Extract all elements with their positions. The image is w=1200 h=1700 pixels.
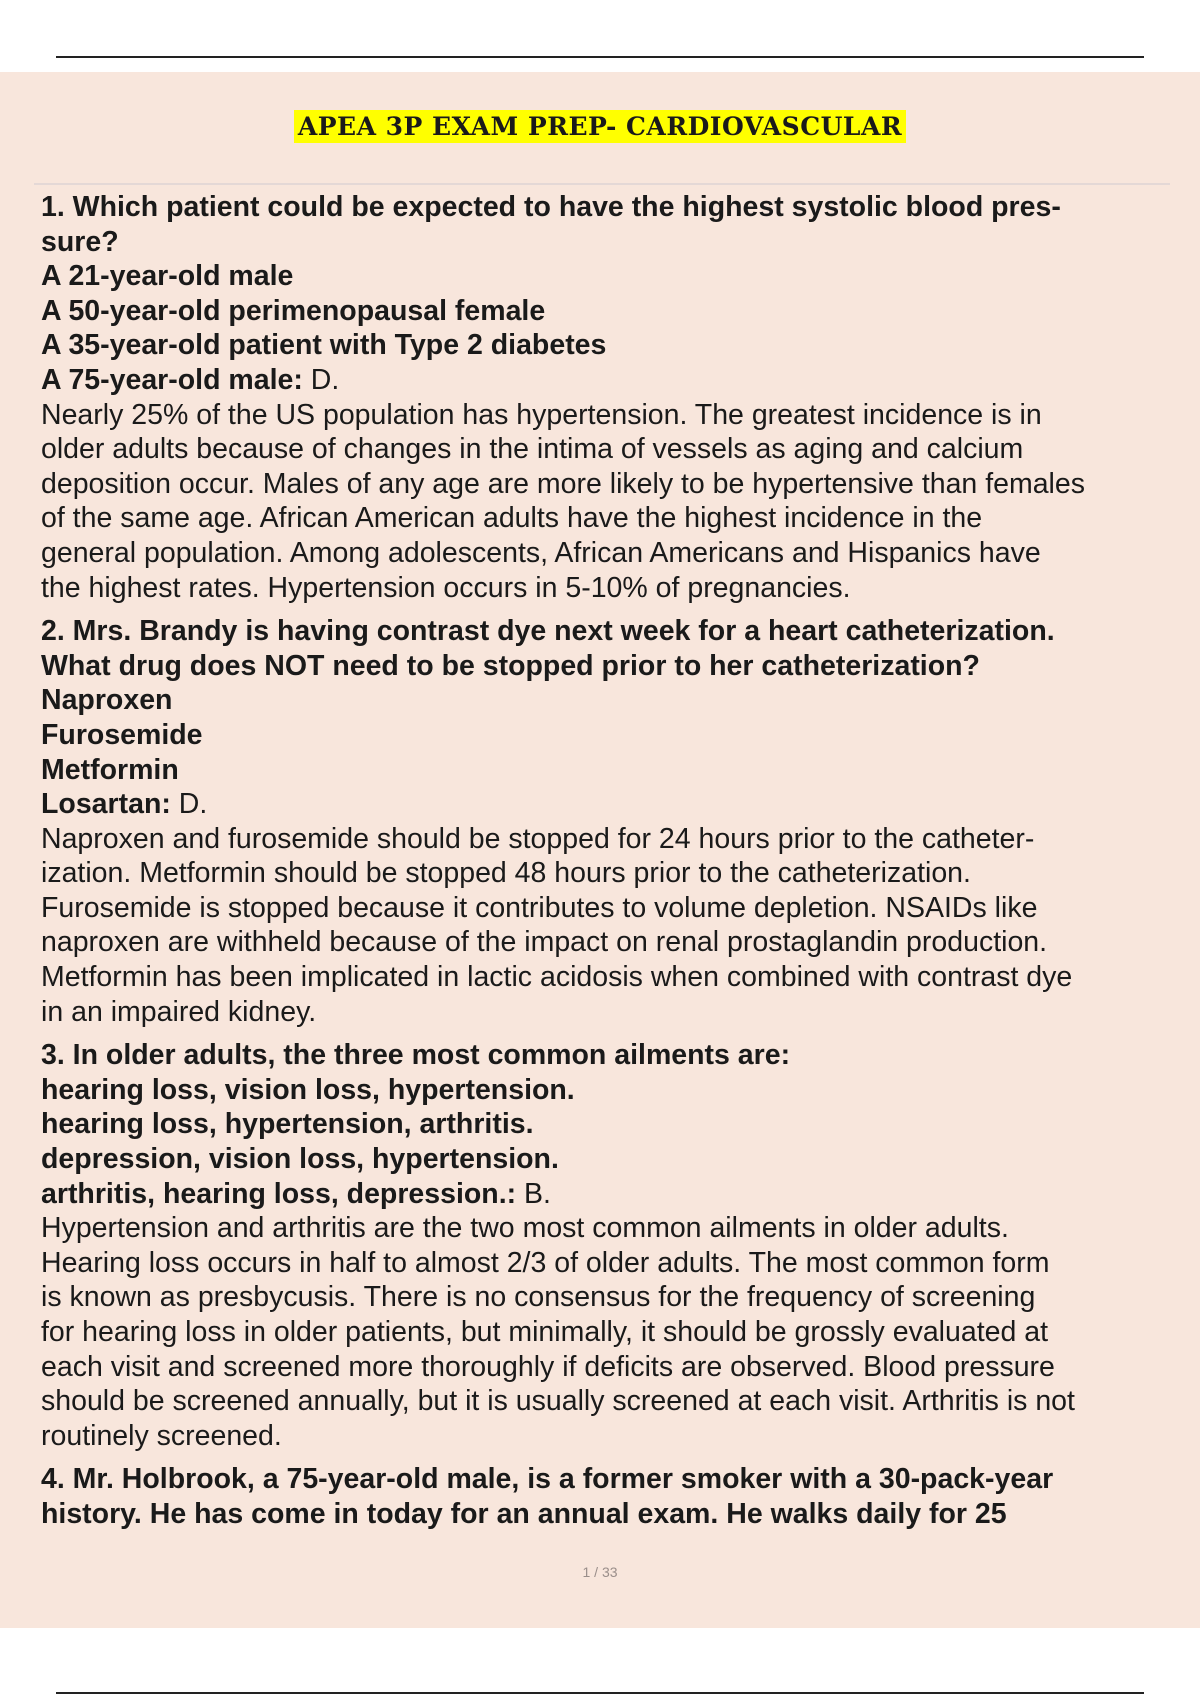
explanation-line: routinely screened.	[41, 1419, 282, 1452]
answer-line	[41, 1177, 1161, 1212]
explanation-line: of the same age. African American adults have the highest incidence in the	[41, 502, 983, 535]
correct-answer: D.	[302, 363, 340, 396]
answer-line	[41, 787, 1161, 822]
explanation-line: older adults because of changes in the intima of vessels as aging and calcium	[41, 433, 1024, 466]
explanation-line: Metformin has been implicated in lactic acidosis when combined with contrast dye	[41, 961, 1073, 994]
question-block-1	[41, 190, 1161, 605]
document-content	[41, 190, 1161, 1541]
explanation-line: Naproxen and furosemide should be stopped for 24 hours prior to the catheter-	[41, 822, 1035, 855]
question-text: sure?	[41, 225, 119, 258]
answer-option: arthritis, hearing loss, depression.:	[41, 1177, 517, 1210]
explanation-line: general population. Among adolescents, African Americans and Hispanics have	[41, 536, 1041, 569]
answer-option: hearing loss, hypertension, arthritis.	[41, 1108, 534, 1141]
answer-option: hearing loss, vision loss, hypertension.	[41, 1073, 575, 1106]
question-text: 3. In older adults, the three most common ailments are:	[41, 1039, 791, 1072]
correct-answer: B.	[516, 1177, 551, 1210]
question-block-4	[41, 1462, 1161, 1531]
title-divider	[34, 183, 1170, 185]
answer-option: Furosemide	[41, 718, 203, 751]
correct-answer: D.	[170, 788, 208, 821]
explanation-line: each visit and screened more thoroughly if deficits are observed. Blood pressure	[41, 1350, 1055, 1383]
explanation-line: deposition occur. Males of any age are more likely to be hypertensive than females	[41, 467, 1085, 500]
explanation-line: in an impaired kidney.	[41, 995, 317, 1028]
explanation-line: Nearly 25% of the US population has hypertension. The greatest incidence is in	[41, 398, 1042, 431]
answer-option: Losartan:	[41, 788, 171, 821]
answer-option: A 35-year-old patient with Type 2 diabetes	[41, 329, 607, 362]
explanation-line: ization. Metformin should be stopped 48 hours prior to the catheterization.	[41, 857, 971, 890]
question-text: What drug does NOT need to be stopped prior to her catheterization?	[41, 649, 980, 682]
answer-option: Naproxen	[41, 684, 173, 717]
question-text: history. He has come in today for an annual exam. He walks daily for 25	[41, 1497, 1007, 1530]
answer-option: A 50-year-old perimenopausal female	[41, 294, 546, 327]
title-wrap	[0, 110, 1200, 143]
bottom-rule	[56, 1692, 1144, 1694]
explanation-line: Furosemide is stopped because it contributes to volume depletion. NSAIDs like	[41, 891, 1038, 924]
page-number: 1 / 33	[582, 1564, 618, 1580]
explanation-line: is known as presbycusis. There is no consensus for the frequency of screening	[41, 1281, 1036, 1314]
question-text: 4. Mr. Holbrook, a 75-year-old male, is a former smoker with a 30-pack-year	[41, 1463, 1054, 1496]
question-block-2	[41, 614, 1161, 1029]
explanation-line: Hearing loss occurs in half to almost 2/3 of older adults. The most common form	[41, 1246, 1050, 1279]
top-rule	[56, 56, 1144, 58]
document-title: APEA 3P EXAM PREP- CARDIOVASCULAR	[294, 110, 906, 143]
question-block-3	[41, 1038, 1161, 1453]
answer-option: depression, vision loss, hypertension.	[41, 1143, 559, 1176]
explanation-line: should be screened annually, but it is usually screened at each visit. Arthritis is not	[41, 1385, 1075, 1418]
answer-option: A 21-year-old male	[41, 260, 294, 293]
question-text: 2. Mrs. Brandy is having contrast dye next week for a heart catheterization.	[41, 615, 1055, 648]
answer-option: Metformin	[41, 753, 179, 786]
answer-line	[41, 363, 1161, 398]
document-page	[0, 72, 1200, 1628]
explanation-line: Hypertension and arthritis are the two most common ailments in older adults.	[41, 1212, 1009, 1245]
answer-option: A 75-year-old male:	[41, 363, 303, 396]
explanation-line: the highest rates. Hypertension occurs in 5-10% of pregnancies.	[41, 571, 851, 604]
explanation-line: naproxen are withheld because of the impact on renal prostaglandin production.	[41, 926, 1048, 959]
question-text: 1. Which patient could be expected to have the highest systolic blood pres-	[41, 191, 1061, 223]
explanation-line: for hearing loss in older patients, but minimally, it should be grossly evaluated at	[41, 1316, 1049, 1348]
